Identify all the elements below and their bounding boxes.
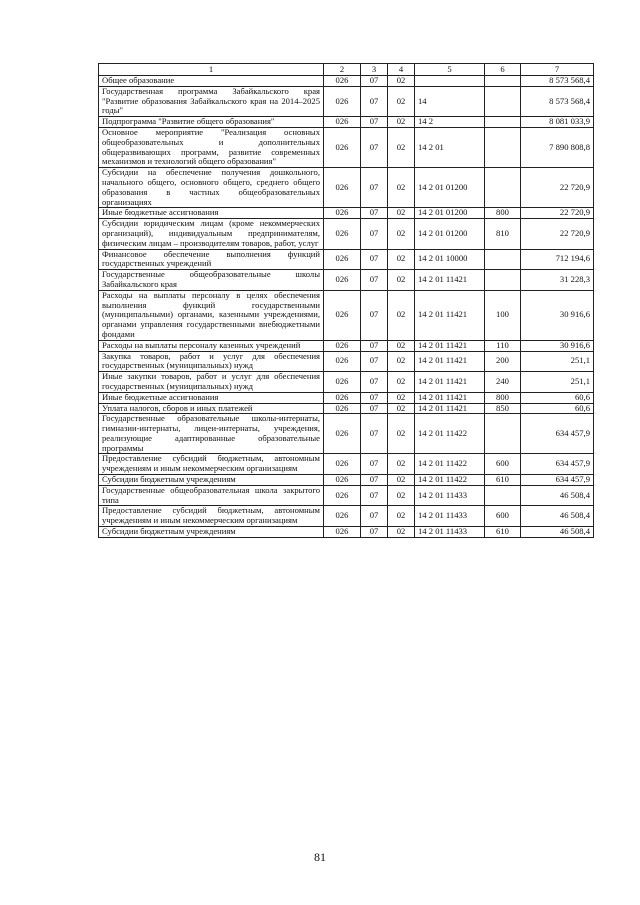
expense-type-cell — [485, 168, 521, 208]
expense-type-cell — [485, 76, 521, 87]
section-code-cell: 07 — [361, 351, 388, 372]
table-row — [99, 485, 594, 506]
target-article-cell: 14 2 01 11421 — [415, 340, 485, 351]
subsection-code-cell: 02 — [388, 527, 415, 538]
ministry-code-cell: 026 — [324, 127, 361, 167]
amount-cell: 634 457,9 — [521, 454, 594, 475]
header-row — [99, 64, 594, 76]
ministry-code-cell: 026 — [324, 506, 361, 527]
subsection-code-cell: 02 — [388, 76, 415, 87]
amount-cell: 22 720,9 — [521, 219, 594, 249]
target-article-cell: 14 2 01 11433 — [415, 527, 485, 538]
row-name-cell: Субсидии юридическим лицам (кроме некоммерческих организаций), индивидуальным предпринимателям, физическим лицам – производителям товаров, работ, услуг — [99, 219, 324, 249]
target-article-cell: 14 2 01 11421 — [415, 351, 485, 372]
row-name-cell: Государственная программа Забайкальского края "Развитие образования Забайкальского края на 2014–2025 годы" — [99, 86, 324, 116]
section-code-cell: 07 — [361, 506, 388, 527]
expense-type-cell: 240 — [485, 372, 521, 393]
section-code-cell: 07 — [361, 414, 388, 454]
ministry-code-cell: 026 — [324, 485, 361, 506]
expense-type-cell — [485, 249, 521, 270]
ministry-code-cell: 026 — [324, 76, 361, 87]
row-name-cell: Иные закупки товаров, работ и услуг для обеспечения государственных (муниципальных) нужд — [99, 372, 324, 393]
expense-type-cell: 610 — [485, 475, 521, 486]
row-name-cell: Финансовое обеспечение выполнения функций государственных учреждений — [99, 249, 324, 270]
row-name-cell: Субсидии бюджетным учреждениям — [99, 527, 324, 538]
target-article-cell: 14 2 01 11422 — [415, 454, 485, 475]
row-name-cell: Субсидии бюджетным учреждениям — [99, 475, 324, 486]
ministry-code-cell: 026 — [324, 340, 361, 351]
section-code-cell: 07 — [361, 403, 388, 414]
row-name-cell: Подпрограмма "Развитие общего образования" — [99, 117, 324, 128]
subsection-code-cell: 02 — [388, 485, 415, 506]
target-article-cell: 14 2 01 11433 — [415, 485, 485, 506]
column-header: 4 — [388, 64, 415, 76]
expense-type-cell: 800 — [485, 392, 521, 403]
ministry-code-cell: 026 — [324, 290, 361, 340]
section-code-cell: 07 — [361, 117, 388, 128]
expense-type-cell — [485, 117, 521, 128]
ministry-code-cell: 026 — [324, 117, 361, 128]
table-row — [99, 219, 594, 249]
subsection-code-cell: 02 — [388, 208, 415, 219]
section-code-cell: 07 — [361, 454, 388, 475]
subsection-code-cell: 02 — [388, 340, 415, 351]
ministry-code-cell: 026 — [324, 454, 361, 475]
row-name-cell: Иные бюджетные ассигнования — [99, 392, 324, 403]
ministry-code-cell: 026 — [324, 249, 361, 270]
table-row — [99, 117, 594, 128]
section-code-cell: 07 — [361, 208, 388, 219]
target-article-cell: 14 2 01 01200 — [415, 219, 485, 249]
target-article-cell: 14 — [415, 86, 485, 116]
target-article-cell: 14 2 01 11421 — [415, 270, 485, 291]
amount-cell: 634 457,9 — [521, 475, 594, 486]
expense-type-cell — [485, 414, 521, 454]
row-name-cell: Общее образование — [99, 76, 324, 87]
amount-cell: 22 720,9 — [521, 208, 594, 219]
section-code-cell: 07 — [361, 372, 388, 393]
subsection-code-cell: 02 — [388, 372, 415, 393]
subsection-code-cell: 02 — [388, 249, 415, 270]
column-header: 1 — [99, 64, 324, 76]
ministry-code-cell: 026 — [324, 527, 361, 538]
subsection-code-cell: 02 — [388, 117, 415, 128]
section-code-cell: 07 — [361, 290, 388, 340]
subsection-code-cell: 02 — [388, 403, 415, 414]
expense-type-cell: 600 — [485, 454, 521, 475]
row-name-cell: Иные бюджетные ассигнования — [99, 208, 324, 219]
ministry-code-cell: 026 — [324, 208, 361, 219]
row-name-cell: Государственные образовательные школы-интернаты, гимназии-интернаты, лицеи-интернаты, учреждения, реализующие адаптированные образовательные программы — [99, 414, 324, 454]
amount-cell: 46 508,4 — [521, 527, 594, 538]
section-code-cell: 07 — [361, 392, 388, 403]
amount-cell: 30 916,6 — [521, 290, 594, 340]
subsection-code-cell: 02 — [388, 290, 415, 340]
section-code-cell: 07 — [361, 340, 388, 351]
row-name-cell: Уплата налогов, сборов и иных платежей — [99, 403, 324, 414]
expense-type-cell: 200 — [485, 351, 521, 372]
table-row — [99, 351, 594, 372]
row-name-cell: Государственные общеобразовательная школа закрытого типа — [99, 485, 324, 506]
section-code-cell: 07 — [361, 527, 388, 538]
section-code-cell: 07 — [361, 86, 388, 116]
target-article-cell: 14 2 01 11421 — [415, 290, 485, 340]
table-row — [99, 270, 594, 291]
expense-type-cell — [485, 127, 521, 167]
column-header: 5 — [415, 64, 485, 76]
table-row — [99, 76, 594, 87]
table-row — [99, 86, 594, 116]
ministry-code-cell: 026 — [324, 351, 361, 372]
ministry-code-cell: 026 — [324, 270, 361, 291]
ministry-code-cell: 026 — [324, 392, 361, 403]
expense-type-cell: 850 — [485, 403, 521, 414]
target-article-cell: 14 2 01 11422 — [415, 475, 485, 486]
row-name-cell: Государственные общеобразовательные школы Забайкальского края — [99, 270, 324, 291]
subsection-code-cell: 02 — [388, 86, 415, 116]
ministry-code-cell: 026 — [324, 86, 361, 116]
budget-table — [98, 63, 594, 538]
target-article-cell: 14 2 01 11433 — [415, 506, 485, 527]
target-article-cell — [415, 76, 485, 87]
amount-cell: 8 573 568,4 — [521, 76, 594, 87]
ministry-code-cell: 026 — [324, 372, 361, 393]
ministry-code-cell: 026 — [324, 403, 361, 414]
column-header: 3 — [361, 64, 388, 76]
subsection-code-cell: 02 — [388, 270, 415, 291]
table-row — [99, 340, 594, 351]
amount-cell: 22 720,9 — [521, 168, 594, 208]
target-article-cell: 14 2 01 01200 — [415, 208, 485, 219]
amount-cell: 8 081 033,9 — [521, 117, 594, 128]
table-row — [99, 168, 594, 208]
subsection-code-cell: 02 — [388, 475, 415, 486]
expense-type-cell: 100 — [485, 290, 521, 340]
expense-type-cell: 610 — [485, 527, 521, 538]
row-name-cell: Расходы на выплаты персоналу казенных учреждений — [99, 340, 324, 351]
table-row — [99, 392, 594, 403]
table-row — [99, 208, 594, 219]
expense-type-cell: 810 — [485, 219, 521, 249]
amount-cell: 251,1 — [521, 372, 594, 393]
subsection-code-cell: 02 — [388, 414, 415, 454]
section-code-cell: 07 — [361, 475, 388, 486]
amount-cell: 46 508,4 — [521, 506, 594, 527]
page-number: 81 — [314, 850, 326, 864]
table-row — [99, 249, 594, 270]
ministry-code-cell: 026 — [324, 414, 361, 454]
table-row — [99, 127, 594, 167]
row-name-cell: Расходы на выплаты персоналу в целях обеспечения выполнения функций государственными (муниципальными) органами, казенными учреждениями, органами управления государственными внебюджетными фондами — [99, 290, 324, 340]
table-row — [99, 372, 594, 393]
column-header: 6 — [485, 64, 521, 76]
table-body — [99, 76, 594, 538]
target-article-cell: 14 2 01 — [415, 127, 485, 167]
table-row — [99, 414, 594, 454]
amount-cell: 7 890 808,8 — [521, 127, 594, 167]
column-header: 7 — [521, 64, 594, 76]
target-article-cell: 14 2 01 11421 — [415, 372, 485, 393]
ministry-code-cell: 026 — [324, 475, 361, 486]
ministry-code-cell: 026 — [324, 168, 361, 208]
section-code-cell: 07 — [361, 249, 388, 270]
expense-type-cell: 800 — [485, 208, 521, 219]
ministry-code-cell: 026 — [324, 219, 361, 249]
amount-cell: 46 508,4 — [521, 485, 594, 506]
section-code-cell: 07 — [361, 485, 388, 506]
amount-cell: 30 916,6 — [521, 340, 594, 351]
subsection-code-cell: 02 — [388, 127, 415, 167]
target-article-cell: 14 2 01 01200 — [415, 168, 485, 208]
table-row — [99, 454, 594, 475]
row-name-cell: Предоставление субсидий бюджетным, автономным учреждениям и иным некоммерческим организациям — [99, 454, 324, 475]
subsection-code-cell: 02 — [388, 168, 415, 208]
expense-type-cell: 600 — [485, 506, 521, 527]
target-article-cell: 14 2 01 11422 — [415, 414, 485, 454]
table-row — [99, 506, 594, 527]
table-row — [99, 290, 594, 340]
row-name-cell: Закупка товаров, работ и услуг для обеспечения государственных (муниципальных) нужд — [99, 351, 324, 372]
subsection-code-cell: 02 — [388, 506, 415, 527]
table-row — [99, 403, 594, 414]
amount-cell: 8 573 568,4 — [521, 86, 594, 116]
column-header: 2 — [324, 64, 361, 76]
subsection-code-cell: 02 — [388, 351, 415, 372]
section-code-cell: 07 — [361, 219, 388, 249]
amount-cell: 634 457,9 — [521, 414, 594, 454]
row-name-cell: Основное мероприятие "Реализация основных общеобразовательных и дополнительных общеразвивающих программ, развитие современных механизмов и технологий общего образования" — [99, 127, 324, 167]
row-name-cell: Субсидии на обеспечение получения дошкольного, начального общего, основного общего, среднего общего образования в частных общеобразовательных организациях — [99, 168, 324, 208]
expense-type-cell — [485, 270, 521, 291]
subsection-code-cell: 02 — [388, 392, 415, 403]
subsection-code-cell: 02 — [388, 454, 415, 475]
amount-cell: 60,6 — [521, 392, 594, 403]
expense-type-cell: 110 — [485, 340, 521, 351]
amount-cell: 712 194,6 — [521, 249, 594, 270]
row-name-cell: Предоставление субсидий бюджетным, автономным учреждениям и иным некоммерческим организациям — [99, 506, 324, 527]
target-article-cell: 14 2 01 10000 — [415, 249, 485, 270]
table-row — [99, 527, 594, 538]
target-article-cell: 14 2 01 11421 — [415, 403, 485, 414]
amount-cell: 31 228,3 — [521, 270, 594, 291]
target-article-cell: 14 2 01 11421 — [415, 392, 485, 403]
section-code-cell: 07 — [361, 76, 388, 87]
table-row — [99, 475, 594, 486]
section-code-cell: 07 — [361, 168, 388, 208]
expense-type-cell — [485, 86, 521, 116]
amount-cell: 251,1 — [521, 351, 594, 372]
expense-type-cell — [485, 485, 521, 506]
section-code-cell: 07 — [361, 127, 388, 167]
subsection-code-cell: 02 — [388, 219, 415, 249]
section-code-cell: 07 — [361, 270, 388, 291]
target-article-cell: 14 2 — [415, 117, 485, 128]
amount-cell: 60,6 — [521, 403, 594, 414]
